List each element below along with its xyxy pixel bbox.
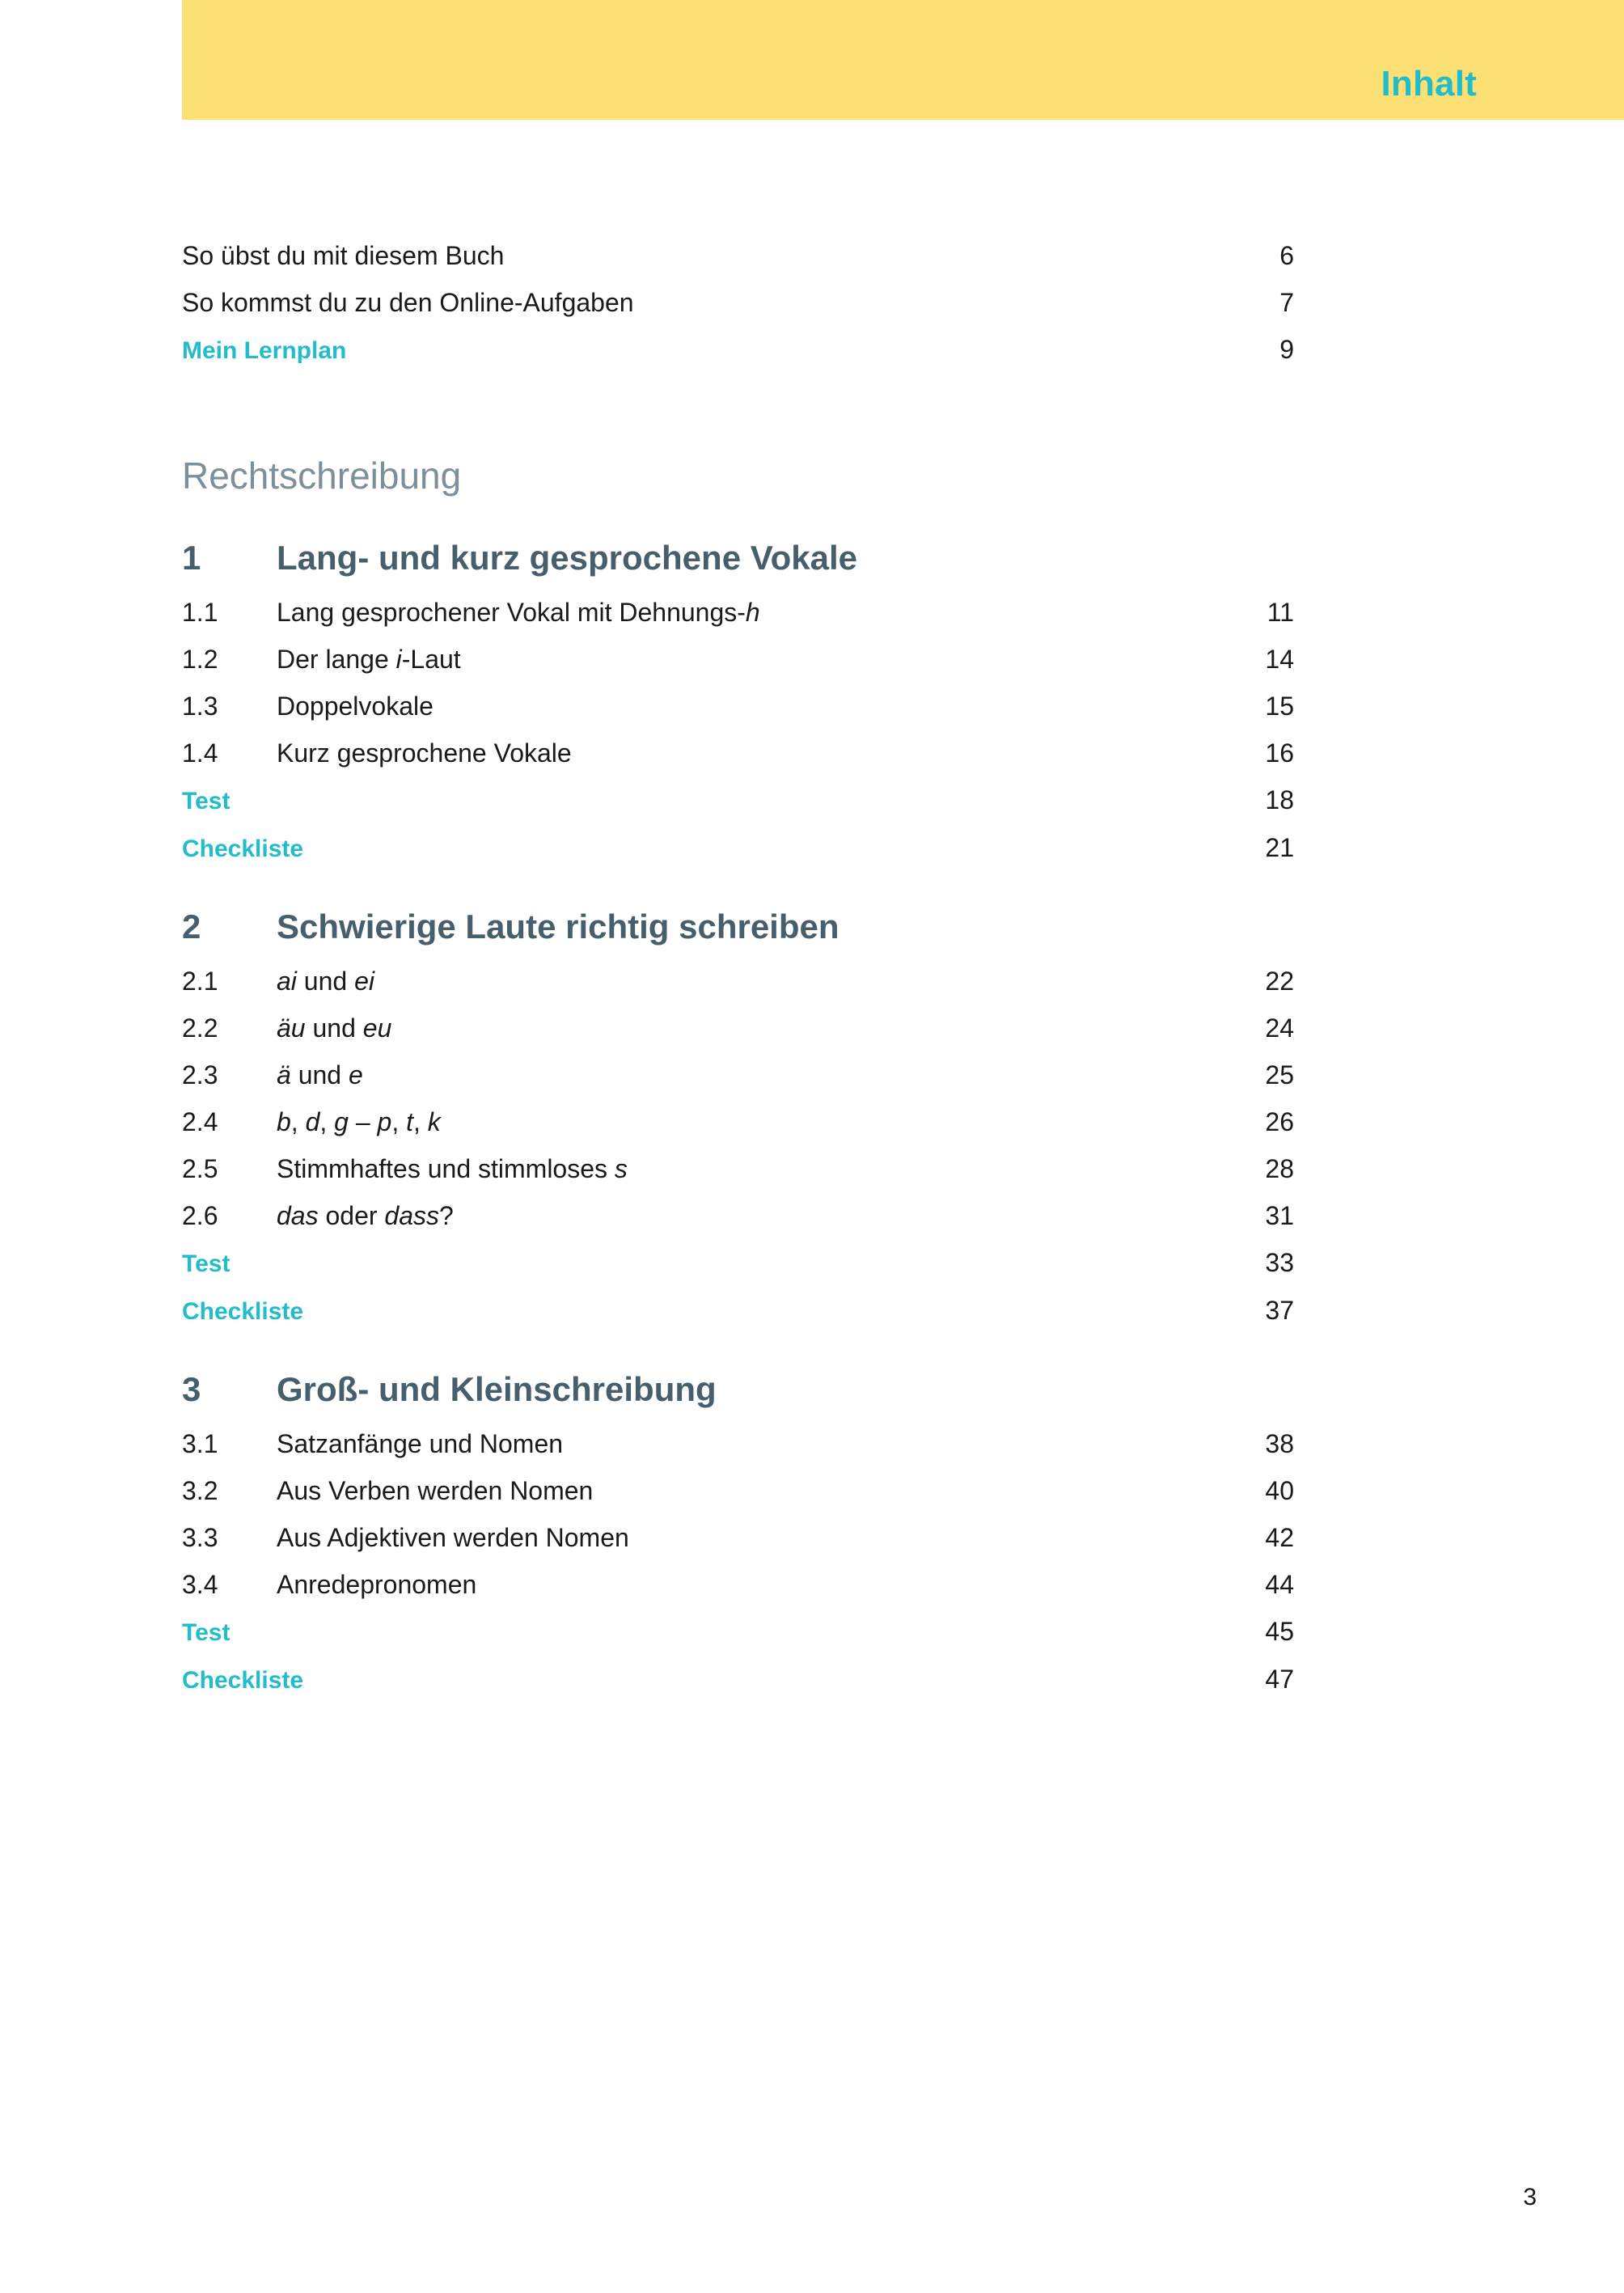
toc-entry-page: 22 (1265, 967, 1294, 996)
toc-entry-label: ä und e (277, 1060, 363, 1089)
toc-row-2-3[interactable] (182, 1062, 1294, 1088)
toc-entry-label: b, d, g – p, t, k (277, 1107, 441, 1136)
toc-entry-number: 1.2 (182, 645, 218, 674)
toc-row-2-4[interactable] (182, 1109, 1294, 1135)
toc-entry-page: 26 (1265, 1107, 1294, 1136)
toc-entry-label: Anredepronomen (277, 1570, 477, 1599)
toc-entry-page: 16 (1265, 738, 1294, 768)
chapter-block-1 (182, 541, 1294, 861)
toc-row-2-test[interactable] (182, 1250, 1294, 1276)
toc-entry-label: Test (182, 1250, 230, 1277)
chapter-number: 1 (182, 539, 201, 577)
chapter-block-3 (182, 1370, 1294, 1694)
toc-entry-label: Doppelvokale (277, 692, 433, 721)
toc-row-3-4[interactable] (182, 1572, 1294, 1597)
toc-entry-number: 1.4 (182, 738, 218, 768)
toc-entry-page: 21 (1265, 833, 1294, 862)
toc-entry-label: Satzanfänge und Nomen (277, 1429, 564, 1458)
toc-entry-label: So übst du mit diesem Buch (182, 241, 505, 270)
toc-entry-label: Test (182, 788, 230, 814)
chapter-title: Schwierige Laute richtig schreiben (277, 907, 839, 946)
chapter-heading-2[interactable] (182, 907, 1294, 946)
toc-row-2-checkliste[interactable] (182, 1297, 1294, 1324)
toc-entry-label: Aus Adjektiven werden Nomen (277, 1523, 629, 1552)
chapter-title: Lang- und kurz gesprochene Vokale (277, 539, 858, 577)
toc-entry-page: 31 (1265, 1201, 1294, 1230)
toc-entry-page: 38 (1265, 1429, 1294, 1458)
toc-row-3-2[interactable] (182, 1478, 1294, 1504)
toc-entry-page: 33 (1265, 1248, 1294, 1277)
toc-entry-number: 1.3 (182, 692, 218, 721)
toc-entry-page: 47 (1265, 1665, 1294, 1694)
toc-row-3-3[interactable] (182, 1525, 1294, 1551)
toc-entry-number: 3.3 (182, 1523, 218, 1552)
toc-row-intro-2[interactable] (182, 336, 1294, 363)
chapter-heading-3[interactable] (182, 1370, 1294, 1408)
toc-entry-page: 24 (1265, 1013, 1294, 1043)
toc-entry-label: Test (182, 1619, 230, 1646)
toc-row-3-test[interactable] (182, 1618, 1294, 1645)
toc-entry-page: 15 (1265, 692, 1294, 721)
page-title: Inhalt (1381, 64, 1477, 104)
toc-entry-page: 11 (1267, 598, 1294, 627)
toc-row-1-4[interactable] (182, 740, 1294, 766)
toc-entry-page: 45 (1265, 1617, 1294, 1646)
toc-entry-number: 2.6 (182, 1201, 218, 1230)
toc-entry-number: 1.1 (182, 598, 218, 627)
toc-row-1-1[interactable] (182, 599, 1294, 625)
toc-row-intro-1[interactable] (182, 290, 1294, 315)
toc-entry-page: 18 (1265, 785, 1294, 814)
toc-row-intro-0[interactable] (182, 243, 1294, 269)
toc-entry-page: 9 (1279, 335, 1294, 364)
toc-entry-label: Mein Lernplan (182, 337, 347, 364)
toc-row-2-5[interactable] (182, 1156, 1294, 1182)
toc-row-3-checkliste[interactable] (182, 1666, 1294, 1693)
toc-entry-page: 40 (1265, 1476, 1294, 1505)
toc-row-1-test[interactable] (182, 787, 1294, 814)
toc-entry-label: das oder dass? (277, 1201, 454, 1230)
toc-entry-page: 7 (1279, 288, 1294, 317)
toc-row-1-3[interactable] (182, 693, 1294, 719)
toc-entry-number: 2.5 (182, 1154, 218, 1183)
toc-entry-number: 3.2 (182, 1476, 218, 1505)
toc-entry-label: ai und ei (277, 967, 374, 996)
toc-entry-number: 3.1 (182, 1429, 218, 1458)
chapter-block-2 (182, 907, 1294, 1325)
toc-entry-page: 6 (1279, 241, 1294, 270)
toc-entry-page: 25 (1265, 1060, 1294, 1089)
toc-row-2-6[interactable] (182, 1203, 1294, 1229)
chapter-number: 3 (182, 1370, 201, 1408)
toc-entry-label: Aus Verben werden Nomen (277, 1476, 594, 1505)
toc-row-3-1[interactable] (182, 1431, 1294, 1457)
toc-row-1-2[interactable] (182, 646, 1294, 672)
toc-entry-number: 2.2 (182, 1013, 218, 1043)
toc-entry-label: So kommst du zu den Online-Aufgaben (182, 288, 634, 317)
toc-entry-label: Checkliste (182, 836, 304, 862)
toc-row-1-checkliste[interactable] (182, 835, 1294, 861)
toc-entry-page: 28 (1265, 1154, 1294, 1183)
intro-entry-list (182, 243, 1294, 363)
toc-entry-label: Kurz gesprochene Vokale (277, 738, 572, 768)
toc-entry-number: 3.4 (182, 1570, 218, 1599)
toc-entry-number: 2.3 (182, 1060, 218, 1089)
toc-entry-page: 44 (1265, 1570, 1294, 1599)
toc-entry-page: 37 (1265, 1296, 1294, 1325)
folio-page-number: 3 (1523, 2184, 1537, 2211)
chapter-title: Groß- und Kleinschreibung (277, 1370, 717, 1408)
toc-page (182, 0, 1294, 1714)
chapter-heading-1[interactable] (182, 541, 1294, 575)
toc-entry-number: 2.1 (182, 967, 218, 996)
toc-entry-label: äu und eu (277, 1013, 392, 1043)
toc-entry-number: 2.4 (182, 1107, 218, 1136)
toc-entry-label: Stimmhaftes und stimmloses s (277, 1154, 628, 1183)
toc-entry-label: Checkliste (182, 1298, 304, 1325)
section-heading-rechtschreibung: Rechtschreibung (182, 455, 462, 497)
toc-entry-page: 14 (1265, 645, 1294, 674)
toc-entry-label: Der lange i-Laut (277, 645, 461, 674)
toc-entry-label: Checkliste (182, 1667, 304, 1694)
chapter-number: 2 (182, 907, 201, 946)
toc-entry-label: Lang gesprochener Vokal mit Dehnungs-h (277, 598, 760, 627)
toc-row-2-1[interactable] (182, 968, 1294, 994)
toc-entry-page: 42 (1265, 1523, 1294, 1552)
toc-row-2-2[interactable] (182, 1015, 1294, 1041)
